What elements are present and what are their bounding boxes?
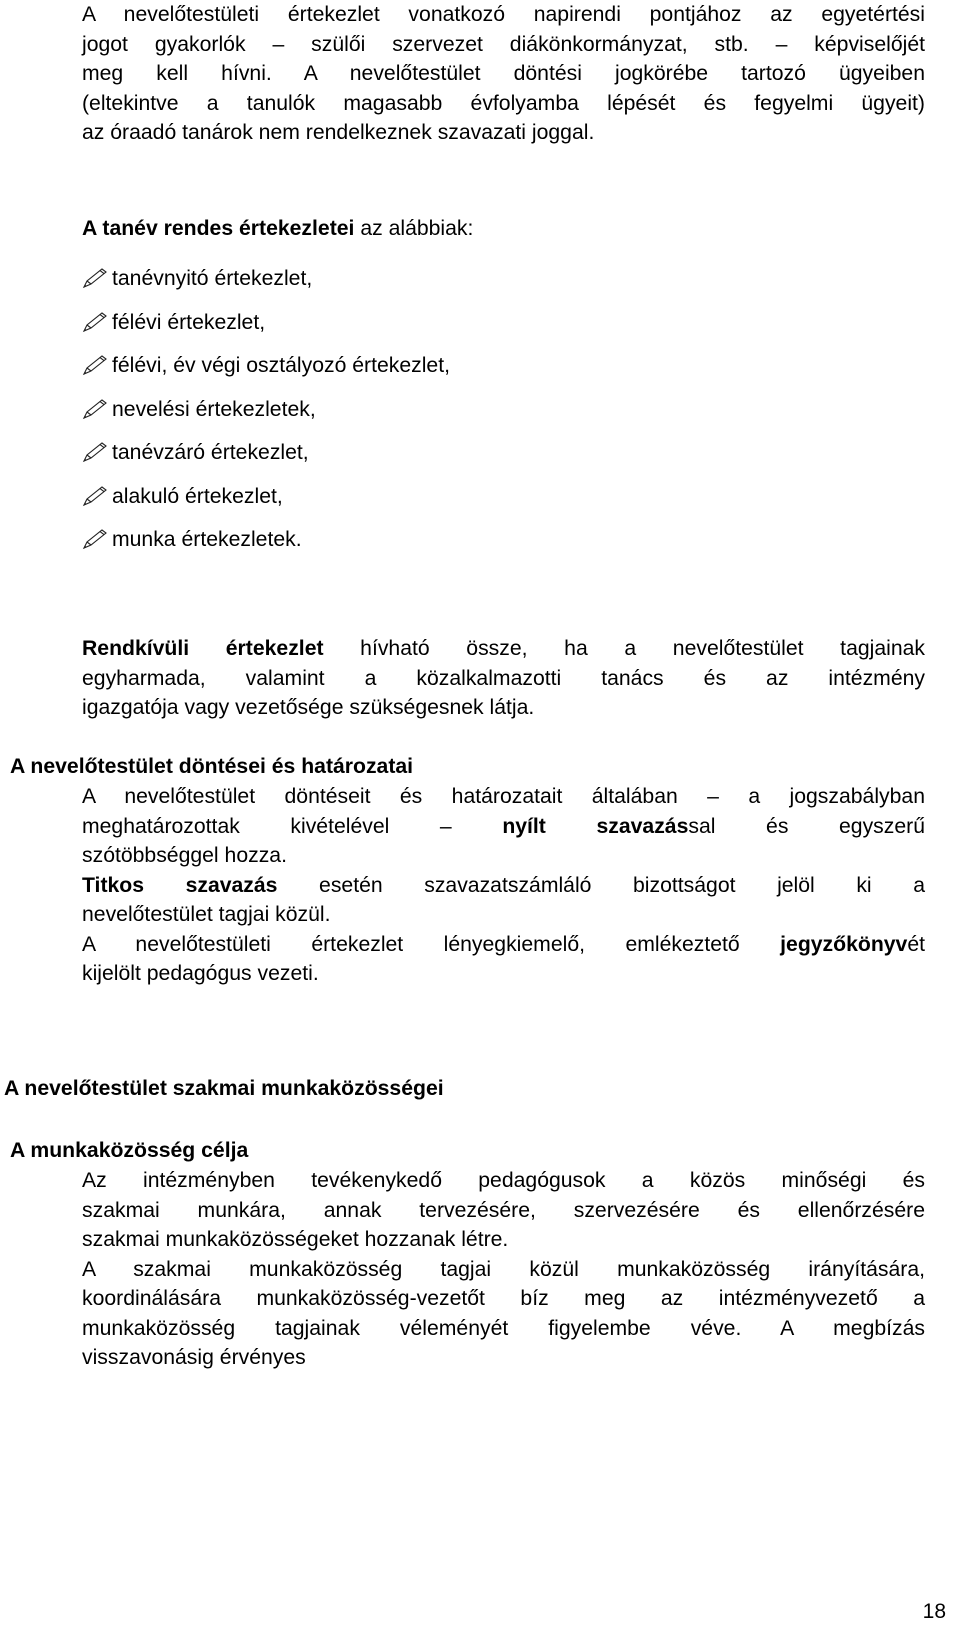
intro-line: (eltekintve a tanulók magasabb évfolyamba lépését és fegyelmi ügyeit) bbox=[82, 91, 925, 115]
decisions-line-part: ét bbox=[907, 932, 925, 956]
intro-line: A nevelőtestületi értekezlet vonatkozó napirendi pontjához az egyetértési bbox=[82, 3, 925, 26]
workgroup-line: Az intézményben tevékenykedő pedagógusok a közös minőségi és bbox=[82, 1169, 925, 1192]
meeting-list-item bbox=[82, 440, 309, 466]
workgroup-line: munkaközösség tagjainak véleményét figyelembe véve. A megbízás bbox=[82, 1316, 925, 1340]
decisions-line: kijelölt pedagógus vezeti. bbox=[82, 962, 319, 985]
extraordinary-line3: igazgatója vagy vezetősége szükségesnek látja. bbox=[82, 696, 535, 719]
pencil-icon bbox=[82, 398, 108, 420]
pencil-icon bbox=[82, 311, 108, 333]
pencil-icon bbox=[82, 528, 108, 550]
workgroups-heading: A nevelőtestület szakmai munkaközösségei bbox=[4, 1077, 444, 1100]
meeting-item-label: félévi értekezlet, bbox=[112, 310, 266, 334]
decisions-heading: A nevelőtestület döntései és határozatai bbox=[10, 755, 414, 778]
decisions-line-part: meghatározottak kivételével – bbox=[82, 814, 503, 838]
meeting-list-item bbox=[82, 353, 450, 379]
pencil-icon bbox=[82, 485, 108, 507]
extraordinary-paragraph bbox=[82, 634, 925, 723]
pencil-icon bbox=[82, 267, 108, 289]
workgroup-line: A szakmai munkaközösség tagjai közül munkaközösség irányítására, bbox=[82, 1257, 925, 1281]
decisions-line-part: sal és egyszerű bbox=[688, 814, 925, 838]
meeting-list-item bbox=[82, 310, 265, 336]
decisions-line: szótöbbséggel hozza. bbox=[82, 844, 287, 867]
workgroup-line: koordinálására munkaközösség-vezetőt bíz meg az intézményvezető a bbox=[82, 1287, 925, 1310]
meetings-title-bold: A tanév rendes értekezletei bbox=[82, 217, 355, 240]
workgroup-paragraph-1 bbox=[82, 1166, 925, 1373]
workgroup-goal-heading: A munkaközösség célja bbox=[10, 1139, 249, 1162]
decisions-paragraph bbox=[82, 782, 925, 989]
meeting-item-label: nevelési értekezletek, bbox=[112, 397, 316, 421]
secret-vote-bold: Titkos szavazás bbox=[82, 873, 278, 897]
extraordinary-line2: egyharmada, valamint a közalkalmazotti tanács és az intézmény bbox=[82, 666, 925, 690]
meeting-item-label: alakuló értekezlet, bbox=[112, 484, 283, 508]
meetings-title bbox=[82, 214, 925, 244]
meeting-item-label: tanévzáró értekezlet, bbox=[112, 441, 309, 464]
pencil-icon bbox=[82, 441, 108, 463]
minutes-bold: jegyzőkönyv bbox=[780, 932, 908, 956]
intro-line: jogot gyakorlók – szülői szervezet diákönkormányzat, stb. – képviselőjét bbox=[82, 32, 925, 56]
extraordinary-bold: Rendkívüli értekezlet bbox=[82, 637, 324, 660]
meeting-list-item bbox=[82, 527, 302, 553]
meeting-item-label: tanévnyitó értekezlet, bbox=[112, 267, 313, 290]
intro-line: az óraadó tanárok nem rendelkeznek szavazati joggal. bbox=[82, 121, 595, 144]
meetings-title-rest: az alábbiak: bbox=[354, 217, 474, 240]
meeting-item-label: félévi, év végi osztályozó értekezlet, bbox=[112, 354, 450, 377]
pencil-icon bbox=[82, 354, 108, 376]
decisions-line: nevelőtestület tagjai közül. bbox=[82, 903, 331, 926]
intro-paragraph bbox=[82, 0, 925, 148]
open-vote-bold: nyílt szavazás bbox=[502, 814, 689, 838]
decisions-line-part: A nevelőtestületi értekezlet lényegkiemelő, emlékeztető bbox=[82, 932, 781, 956]
workgroup-line: szakmai munkára, annak tervezésére, szervezésére és ellenőrzésére bbox=[82, 1198, 925, 1222]
workgroup-line: visszavonásig érvényes bbox=[82, 1346, 306, 1369]
page-number: 18 bbox=[922, 1600, 946, 1623]
extraordinary-line1: hívható össze, ha a nevelőtestület tagjainak bbox=[323, 637, 925, 660]
meeting-list-item bbox=[82, 266, 312, 292]
workgroup-line: szakmai munkaközösségeket hozzanak létre. bbox=[82, 1228, 509, 1251]
intro-line: meg kell hívni. A nevelőtestület döntési jogkörébe tartozó ügyeiben bbox=[82, 62, 925, 85]
meeting-list-item bbox=[82, 397, 316, 423]
decisions-line-part: esetén szavazatszámláló bizottságot jelöl ki a bbox=[277, 873, 925, 897]
meeting-item-label: munka értekezletek. bbox=[112, 528, 302, 551]
meeting-list-item bbox=[82, 484, 283, 510]
decisions-line: A nevelőtestület döntéseit és határozatait általában – a jogszabályban bbox=[82, 785, 925, 808]
